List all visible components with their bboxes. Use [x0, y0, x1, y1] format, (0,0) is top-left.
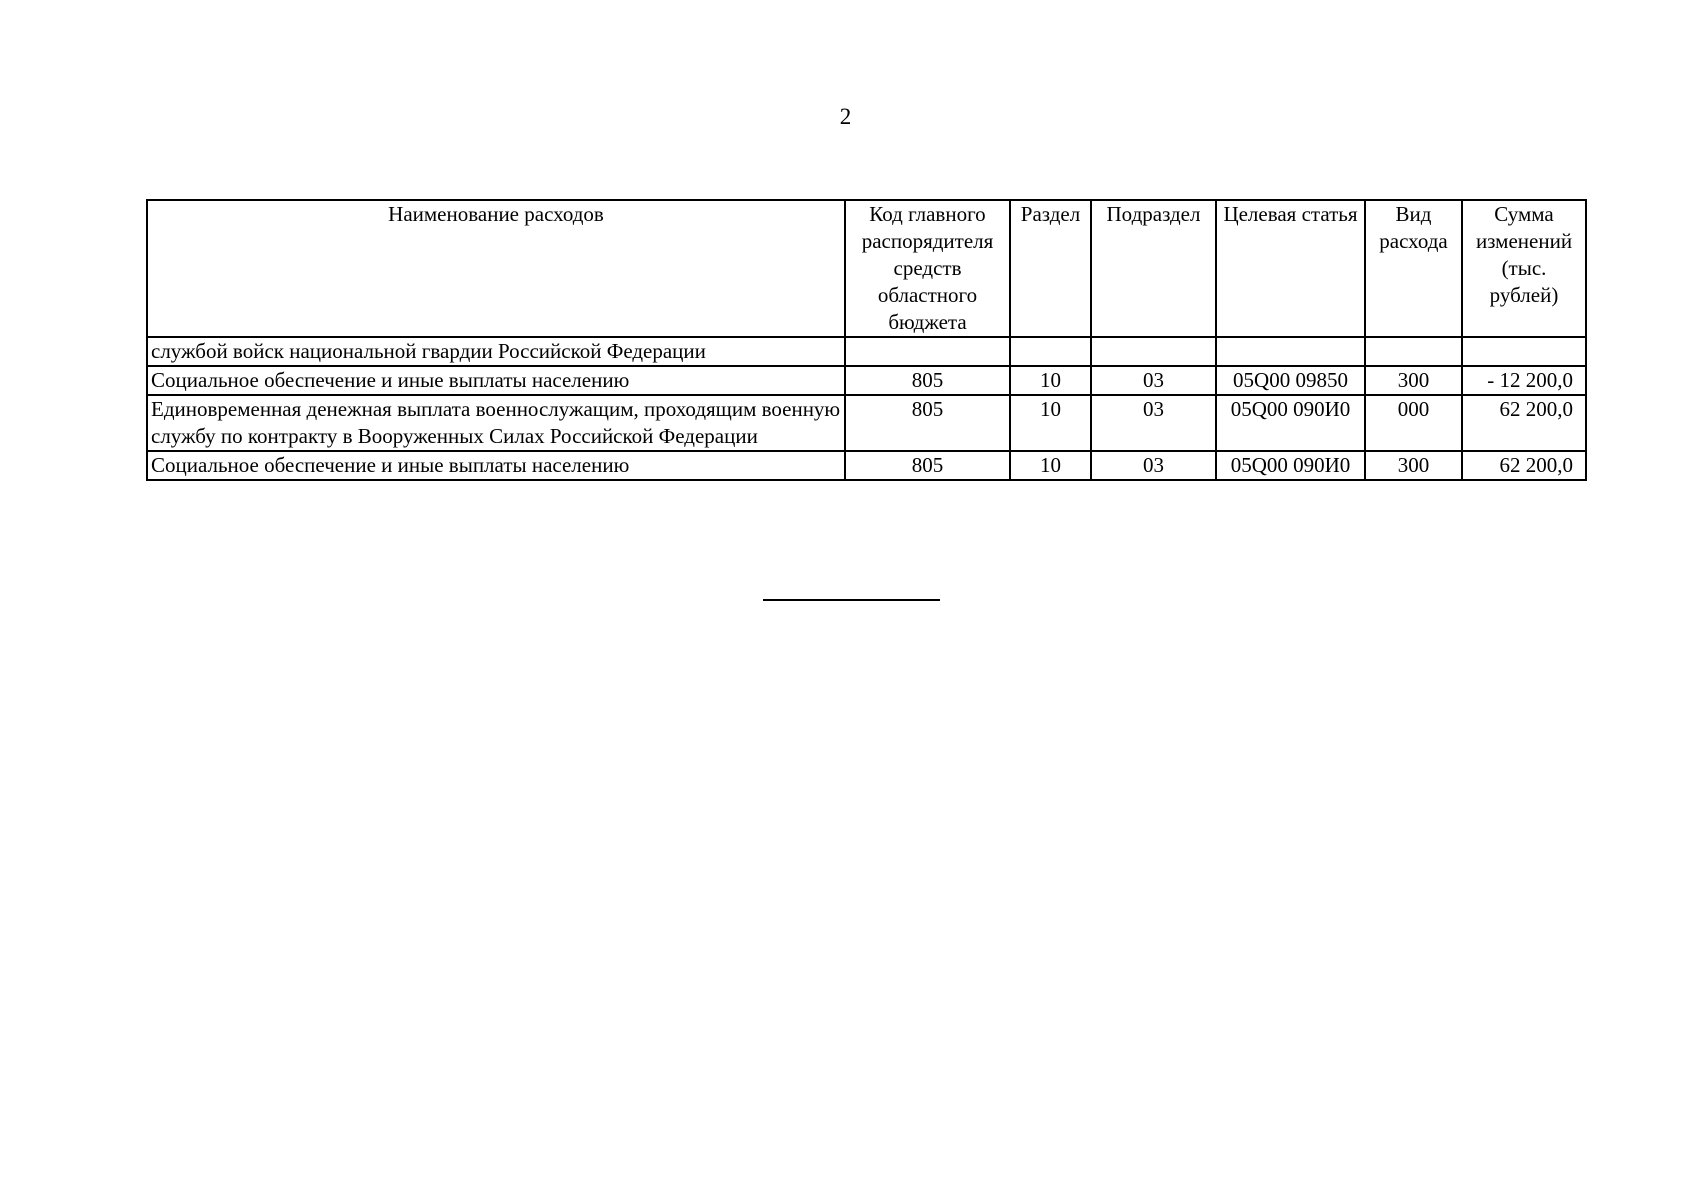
cell-subsection: 03 [1091, 366, 1216, 395]
cell-expense-name: Единовременная денежная выплата военнослужащим, проходящим военную службу по контракту в Вооруженных Силах Российской Федерации [147, 395, 845, 451]
cell-expense-type: 300 [1365, 366, 1462, 395]
table-row [147, 395, 1586, 451]
cell-manager-code: 805 [845, 451, 1010, 480]
cell-section: 10 [1010, 395, 1091, 451]
cell-target-article [1216, 337, 1365, 366]
cell-subsection: 03 [1091, 395, 1216, 451]
cell-target-article: 05Q00 09850 [1216, 366, 1365, 395]
cell-expense-type: 300 [1365, 451, 1462, 480]
cell-target-article: 05Q00 090И0 [1216, 395, 1365, 451]
cell-section: 10 [1010, 366, 1091, 395]
end-of-document-line [763, 599, 940, 601]
table-header-row [147, 200, 1586, 337]
cell-manager-code: 805 [845, 395, 1010, 451]
header-section: Раздел [1010, 200, 1091, 337]
cell-change-amount [1462, 337, 1586, 366]
cell-expense-name: Социальное обеспечение и иные выплаты населению [147, 366, 845, 395]
cell-section: 10 [1010, 451, 1091, 480]
cell-target-article: 05Q00 090И0 [1216, 451, 1365, 480]
header-subsection: Подраздел [1091, 200, 1216, 337]
table-row [147, 337, 1586, 366]
cell-section [1010, 337, 1091, 366]
cell-subsection [1091, 337, 1216, 366]
table-row [147, 451, 1586, 480]
cell-expense-name: Социальное обеспечение и иные выплаты населению [147, 451, 845, 480]
header-expense-type: Вид расхода [1365, 200, 1462, 337]
header-manager-code: Код главного распорядителя средств областного бюджета [845, 200, 1010, 337]
cell-expense-type: 000 [1365, 395, 1462, 451]
cell-manager-code [845, 337, 1010, 366]
cell-change-amount: 62 200,0 [1462, 451, 1586, 480]
cell-expense-type [1365, 337, 1462, 366]
cell-manager-code: 805 [845, 366, 1010, 395]
header-change-amount: Сумма изменений (тыс. рублей) [1462, 200, 1586, 337]
cell-subsection: 03 [1091, 451, 1216, 480]
cell-expense-name: службой войск национальной гвардии Российской Федерации [147, 337, 845, 366]
table-row [147, 366, 1586, 395]
cell-change-amount: - 12 200,0 [1462, 366, 1586, 395]
cell-change-amount: 62 200,0 [1462, 395, 1586, 451]
header-target-article: Целевая статья [1216, 200, 1365, 337]
header-expense-name: Наименование расходов [147, 200, 845, 337]
budget-changes-table [146, 199, 1587, 481]
page-number: 2 [839, 104, 852, 129]
